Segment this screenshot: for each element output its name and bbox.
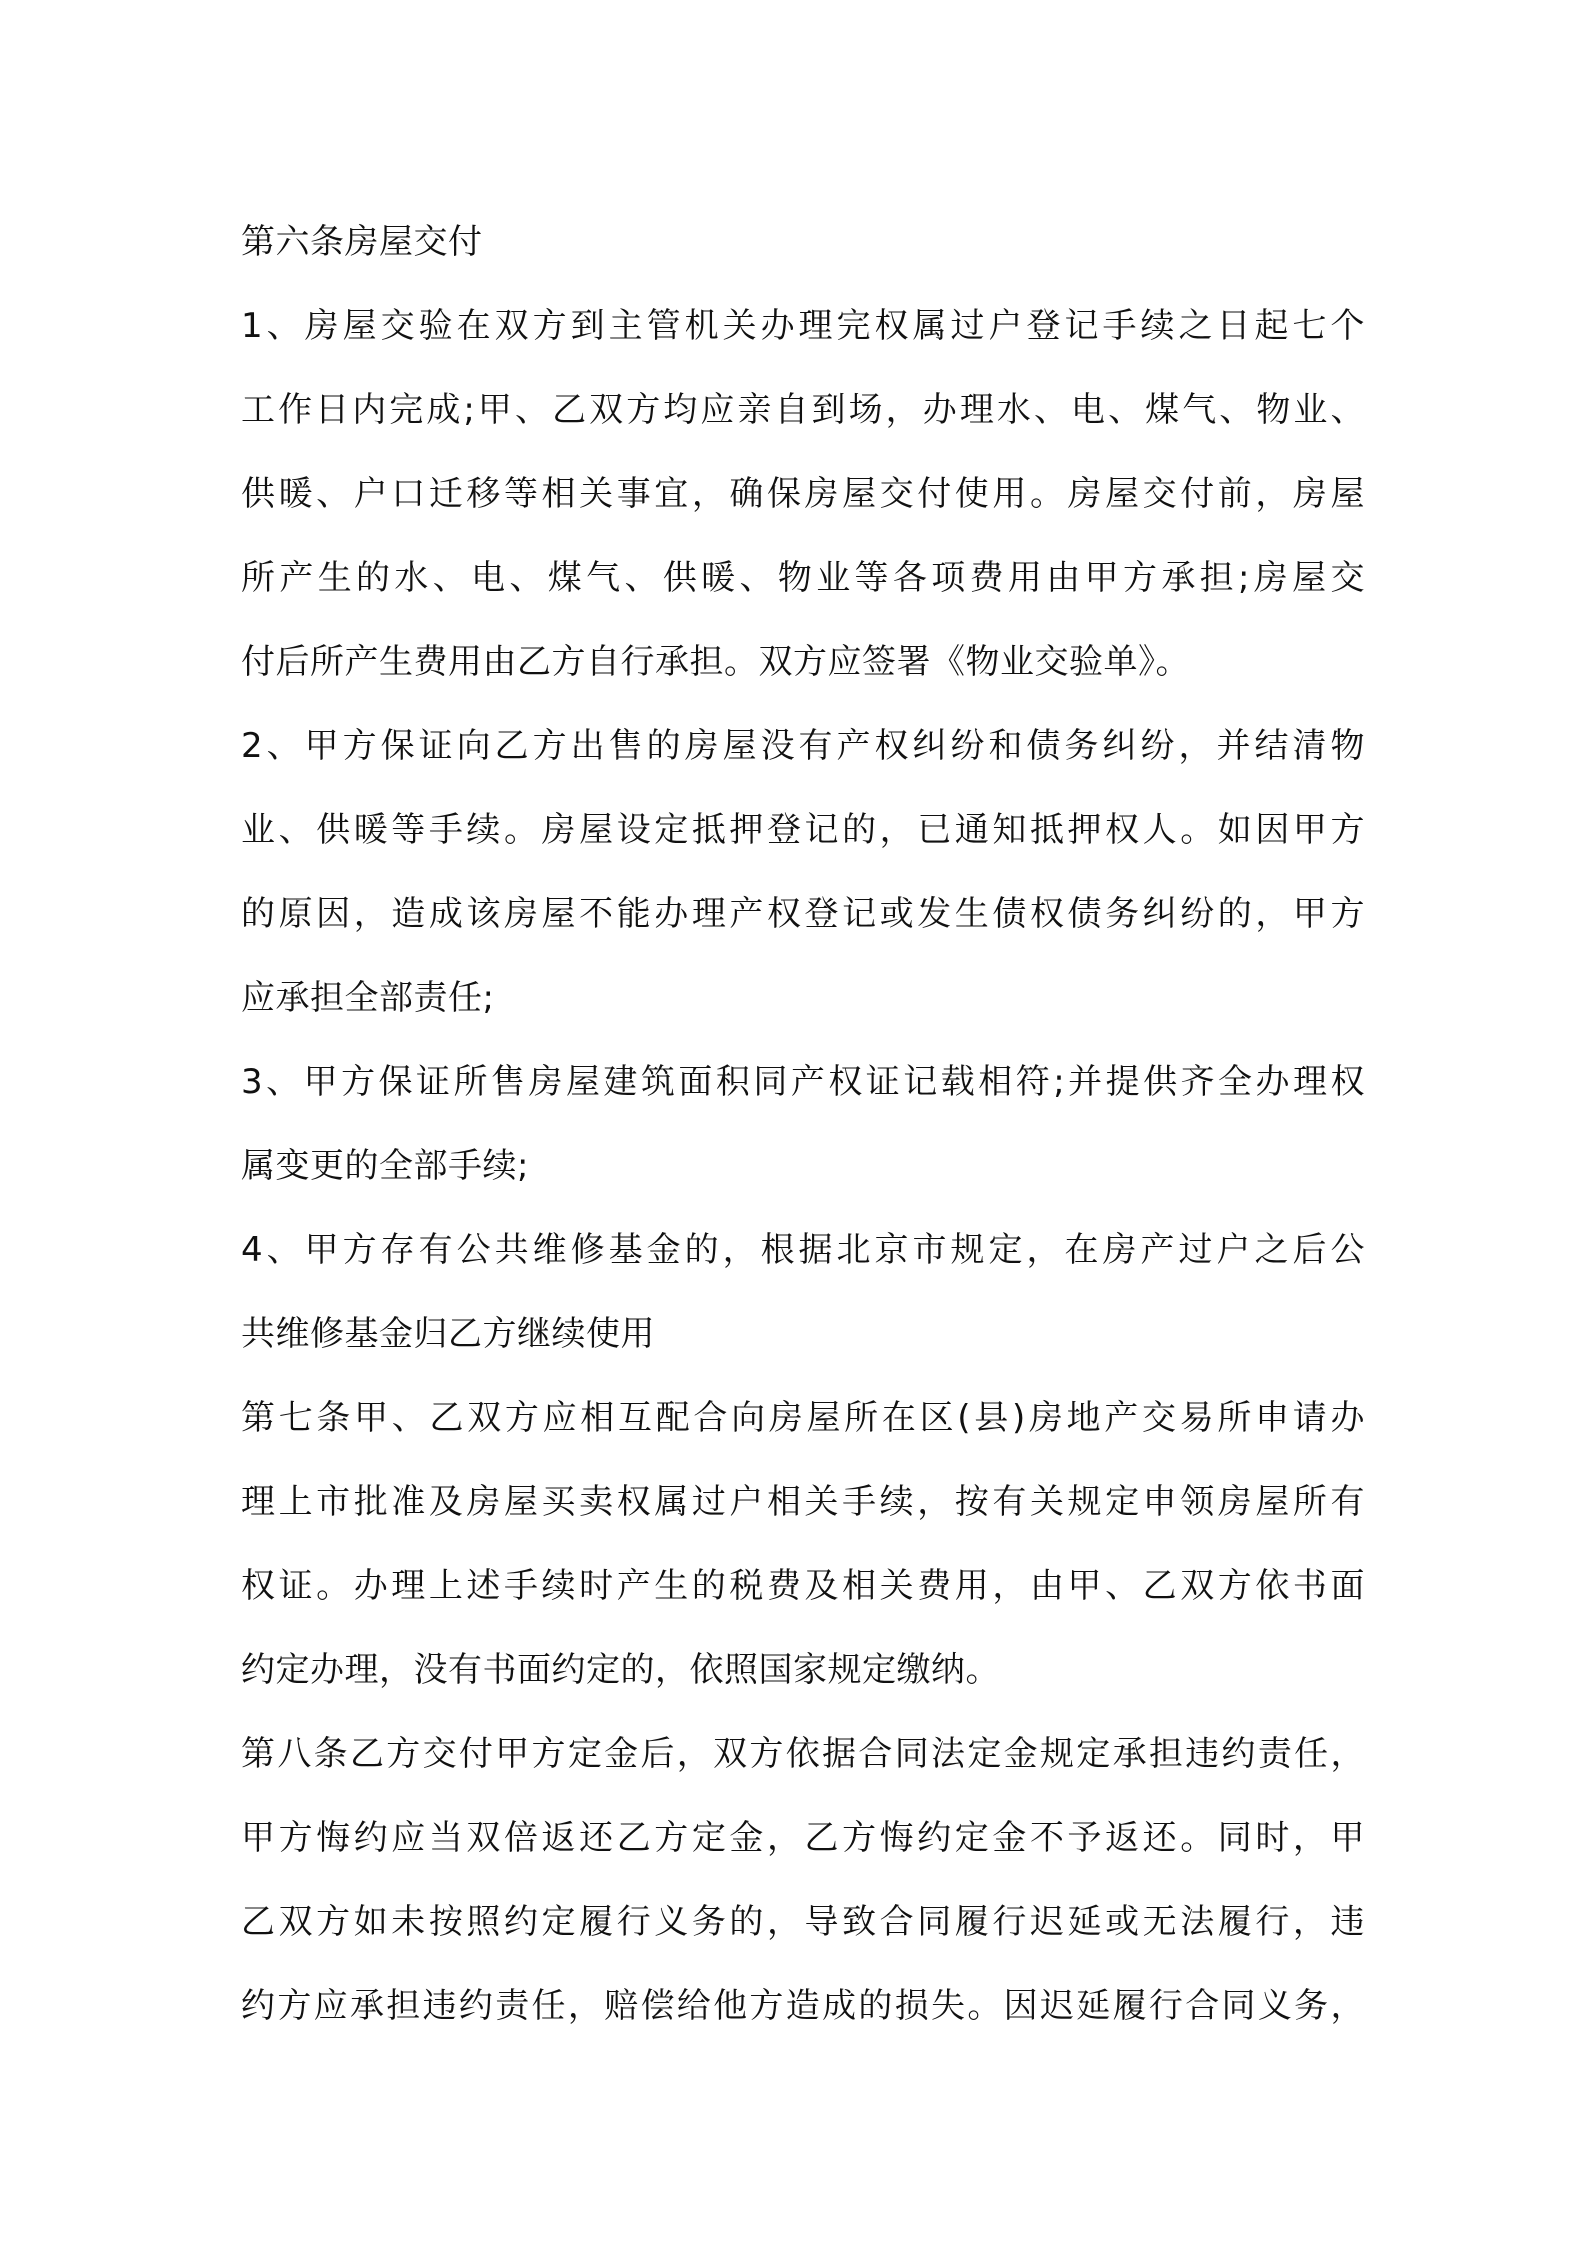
text-line: 理上市批准及房屋买卖权属过户相关手续，按有关规定申领房屋所有 — [241, 1482, 1365, 1522]
text-line: 甲方悔约应当双倍返还乙方定金，乙方悔约定金不予返还。同时，甲 — [241, 1818, 1365, 1858]
text-line: 权证。办理上述手续时产生的税费及相关费用，由甲、乙双方依书面 — [241, 1566, 1365, 1606]
text-line: 属变更的全部手续; — [241, 1146, 529, 1186]
text-line: 3、甲方保证所售房屋建筑面积同产权证记载相符;并提供齐全办理权 — [241, 1062, 1365, 1102]
text-line: 乙双方如未按照约定履行义务的，导致合同履行迟延或无法履行，违 — [241, 1902, 1365, 1942]
text-line: 业、供暖等手续。房屋设定抵押登记的，已通知抵押权人。如因甲方 — [241, 810, 1365, 850]
text-line: 约定办理，没有书面约定的，依照国家规定缴纳。 — [241, 1650, 1000, 1690]
article-8 — [241, 1712, 1365, 2048]
clause-6-3 — [241, 1040, 1365, 1208]
text-line: 第六条房屋交付 — [241, 222, 483, 262]
text-line: 供暖、户口迁移等相关事宜，确保房屋交付使用。房屋交付前，房屋 — [241, 474, 1365, 514]
document-body — [241, 200, 1365, 2048]
text-line: 工作日内完成;甲、乙双方均应亲自到场，办理水、电、煤气、物业、 — [241, 390, 1365, 430]
text-line: 1、房屋交验在双方到主管机关办理完权属过户登记手续之日起七个 — [241, 306, 1365, 346]
text-line: 约方应承担违约责任，赔偿给他方造成的损失。因迟延履行合同义务， — [241, 1986, 1365, 2026]
clause-6-2 — [241, 704, 1365, 1040]
text-line: 的原因，造成该房屋不能办理产权登记或发生债权债务纠纷的，甲方 — [241, 894, 1365, 934]
text-line: 4、甲方存有公共维修基金的，根据北京市规定，在房产过户之后公 — [241, 1230, 1365, 1270]
text-line: 所产生的水、电、煤气、供暖、物业等各项费用由甲方承担;房屋交 — [241, 558, 1365, 598]
clause-6-4 — [241, 1208, 1365, 1376]
text-line: 第八条乙方交付甲方定金后，双方依据合同法定金规定承担违约责任， — [241, 1734, 1365, 1774]
text-line: 应承担全部责任; — [241, 978, 495, 1018]
heading-article-6 — [241, 200, 1365, 284]
article-7 — [241, 1376, 1365, 1712]
clause-6-1 — [241, 284, 1365, 704]
text-line: 2、甲方保证向乙方出售的房屋没有产权纠纷和债务纠纷，并结清物 — [241, 726, 1365, 766]
text-line: 付后所产生费用由乙方自行承担。双方应签署《物业交验单》。 — [241, 642, 1190, 682]
text-line: 共维修基金归乙方继续使用 — [241, 1314, 655, 1354]
text-line: 第七条甲、乙双方应相互配合向房屋所在区(县)房地产交易所申请办 — [241, 1398, 1365, 1438]
